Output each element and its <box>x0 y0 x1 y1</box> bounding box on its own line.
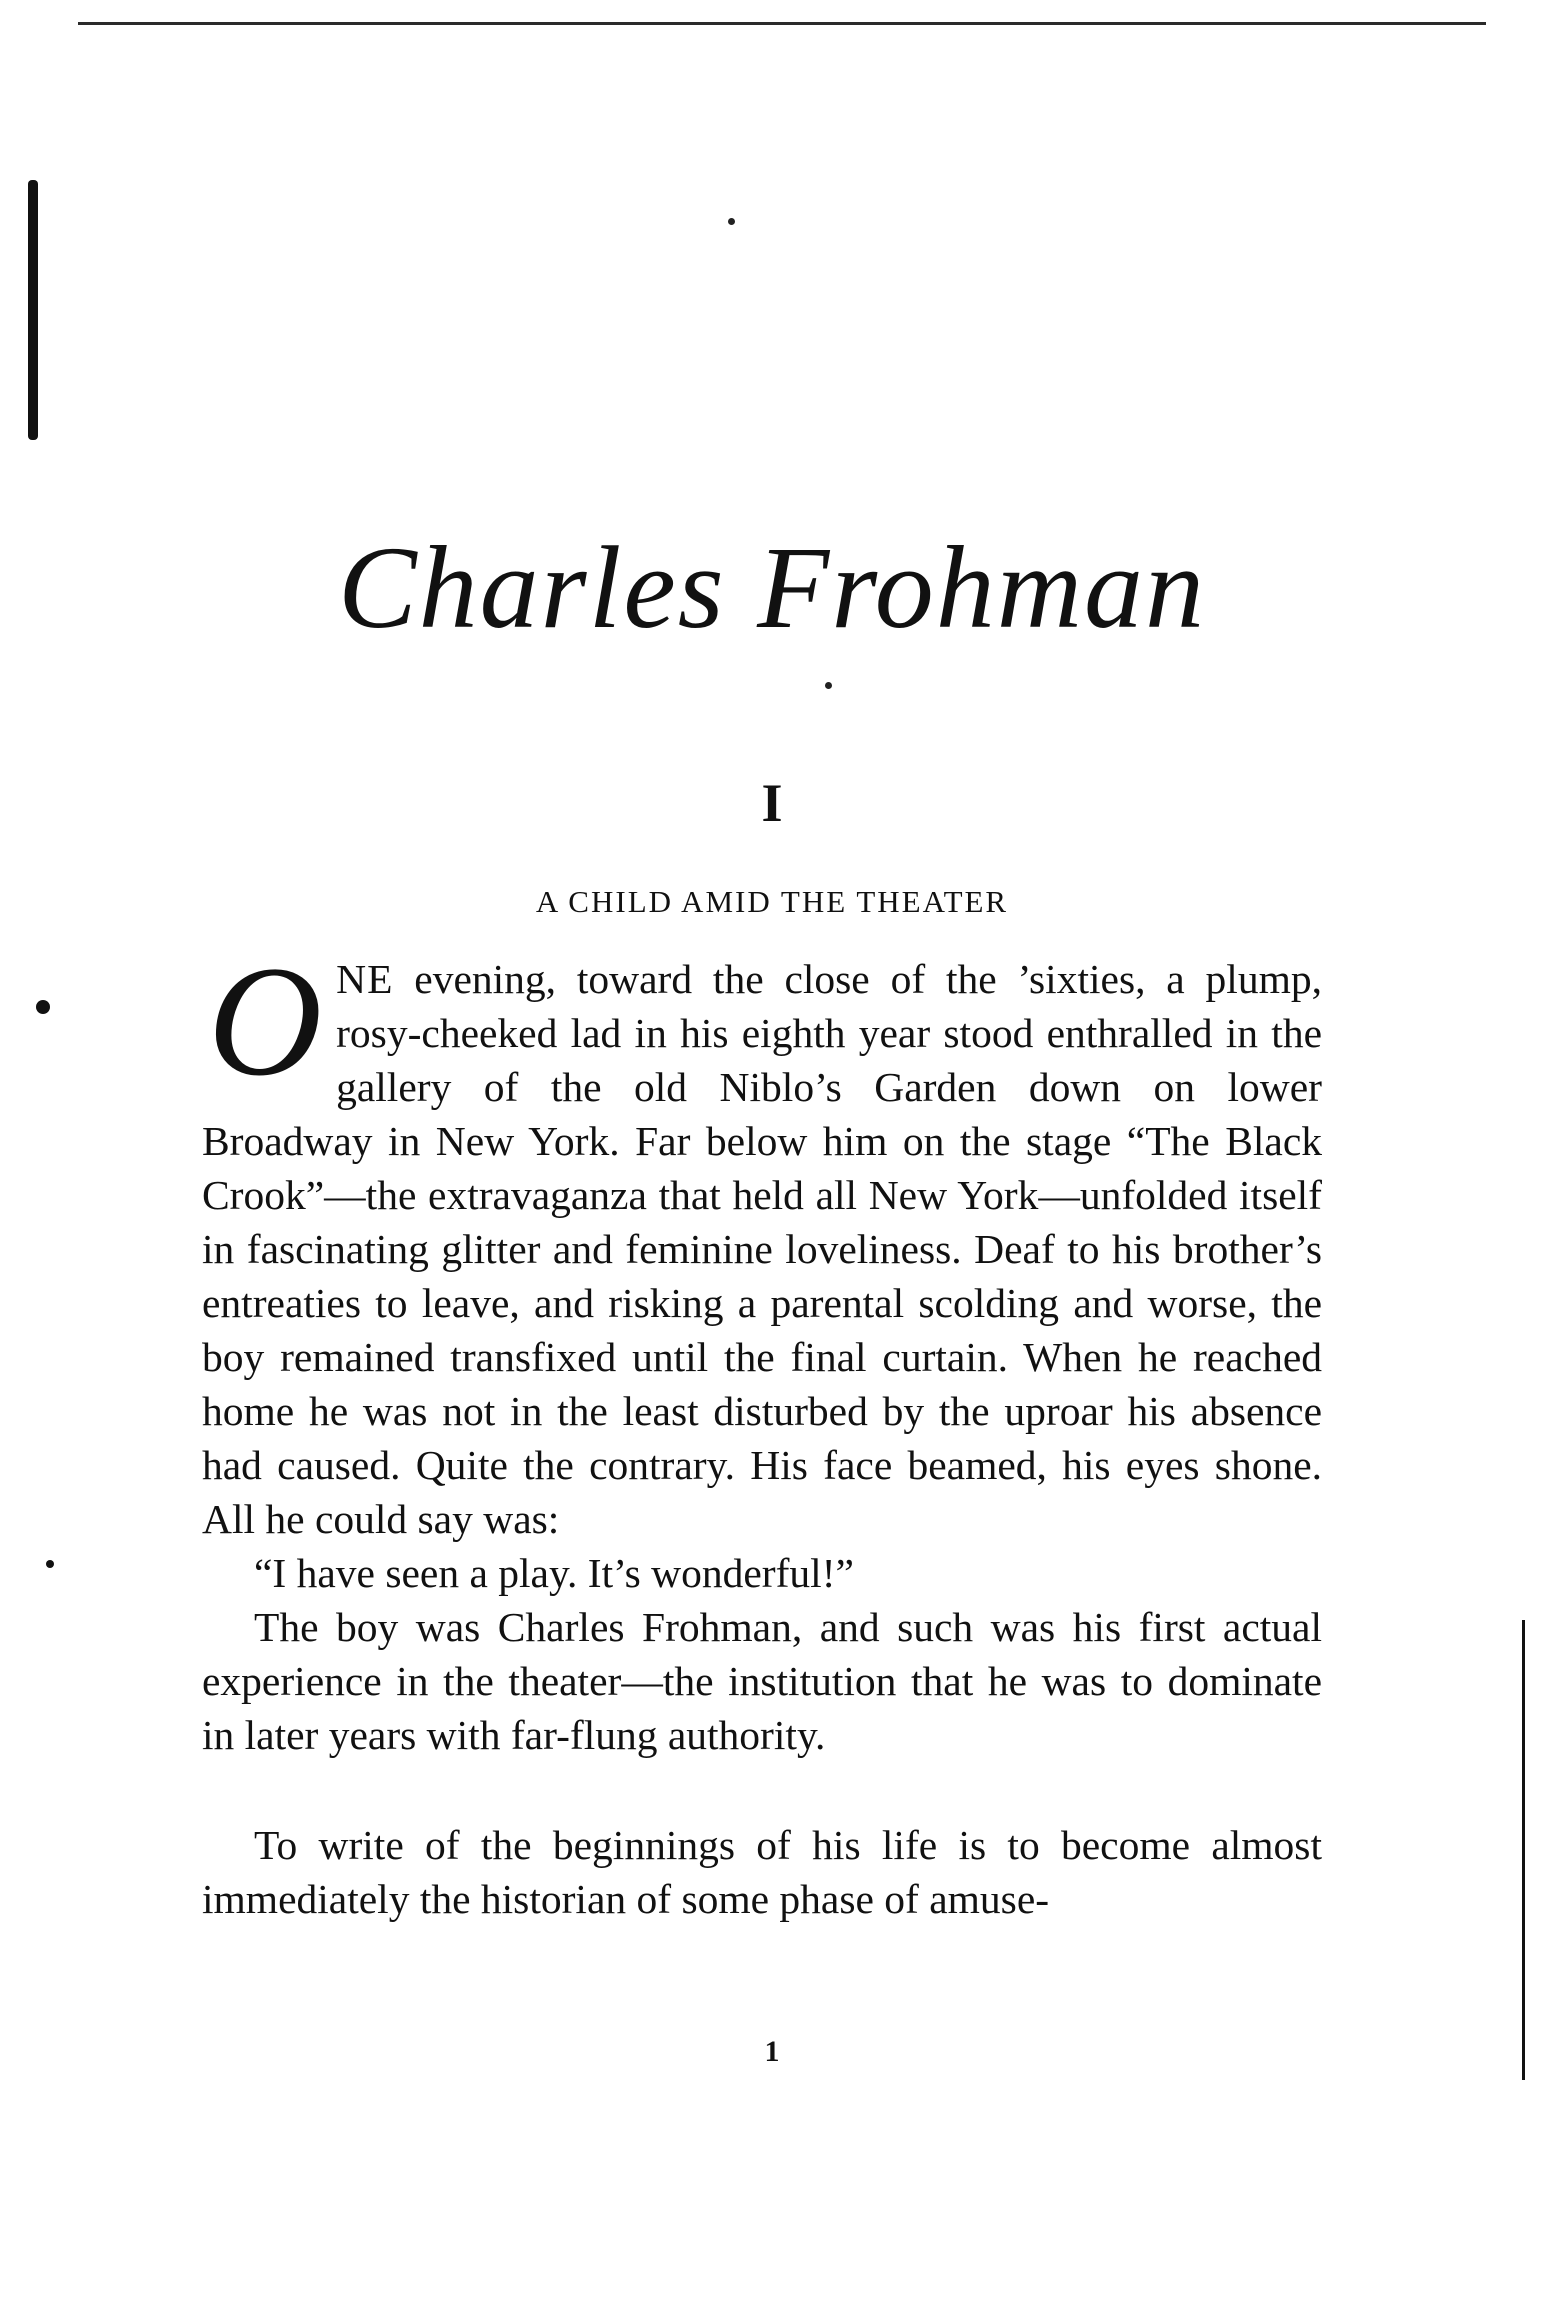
scan-speck <box>728 218 735 225</box>
scan-margin-mark <box>36 1000 50 1014</box>
book-title: Charles Frohman <box>337 522 1207 653</box>
drop-cap: O <box>208 934 323 1109</box>
lead-word: NE <box>336 956 394 1002</box>
page-number: 1 <box>764 2035 780 2068</box>
scan-margin-mark <box>1522 1620 1525 2080</box>
scan-margin-mark <box>28 180 38 440</box>
paragraph-3: The boy was Charles Frohman, and such was his first actual experience in the theater—the institution that he was to dominate in later years with far-flung authority. <box>202 1604 1322 1758</box>
scan-margin-mark <box>46 1560 54 1568</box>
chapter-title: A CHILD AMID THE THEATER <box>535 884 1009 919</box>
chapter-number: I <box>761 773 783 833</box>
top-rule <box>78 22 1486 25</box>
section-gap <box>202 1762 1322 1818</box>
paragraph-2: “I have seen a play. It’s wonderful!” <box>254 1550 854 1596</box>
scan-speck <box>825 682 832 689</box>
paragraph-1-text: evening, toward the close of the ’sixties, a plump, rosy-cheeked lad in his eighth year stood enthralled in the gallery of the old Niblo’s Garden down on lower Broadway in New York. Far below him on the stage “The Black Crook”—the extravaganza that held all New York—unfolded itself in fascinating glitter and feminine loveliness. Deaf to his brother’s entreaties to leave, and risking a parental scolding and worse, the boy remained transfixed until the final curtain. When he reached home he was not in the least disturbed by the uproar his absence had caused. Quite the contrary. His face beamed, his eyes shone. All he could say was: <box>202 956 1322 1542</box>
paragraph-1 <box>202 934 1322 1546</box>
paragraph-4: To write of the beginnings of his life is to become almost immediately the historian of some phase of amuse- <box>202 1822 1322 1922</box>
body-text <box>202 934 1322 1926</box>
